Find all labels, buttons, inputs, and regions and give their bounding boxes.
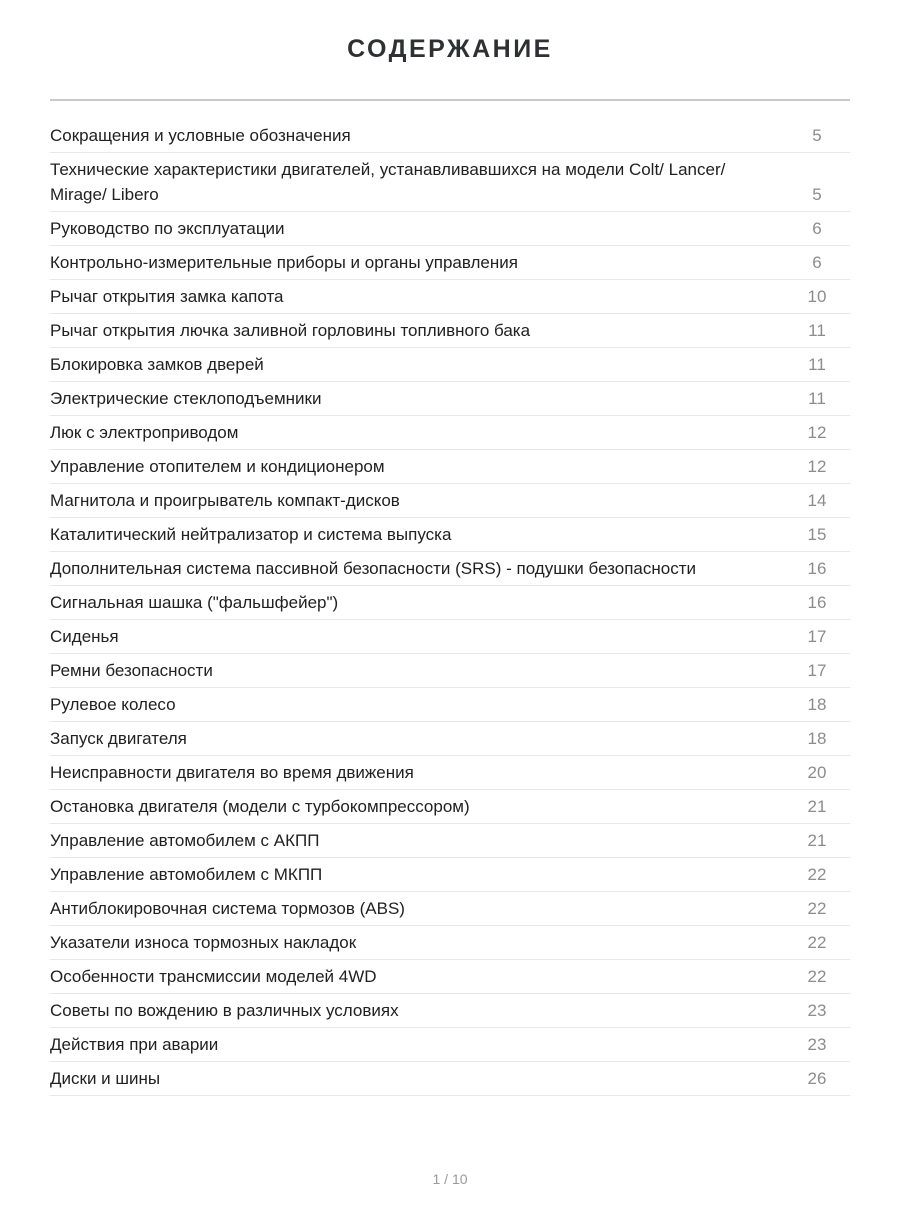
toc-entry-page: 11 [808, 355, 826, 374]
toc-entry[interactable] [50, 552, 850, 586]
toc-entry-title: Антиблокировочная система тормозов (ABS) [50, 899, 405, 918]
toc-entry[interactable] [50, 119, 850, 153]
toc-entry-page: 14 [807, 491, 827, 510]
toc-entry[interactable] [50, 246, 850, 280]
toc-entry-title: Управление отопителем и кондиционером [50, 457, 385, 476]
toc-entry-page: 21 [807, 831, 827, 850]
toc-entry-title: Люк с электроприводом [50, 423, 239, 442]
toc-entry[interactable] [50, 416, 850, 450]
toc-entry-page: 10 [807, 287, 827, 306]
toc-entry-title: Действия при аварии [50, 1035, 219, 1054]
toc-entry-page: 11 [808, 321, 826, 340]
toc-entry-page: 6 [812, 219, 822, 238]
toc-entry-title: Советы по вождению в различных условиях [50, 1001, 399, 1020]
toc-entry[interactable] [50, 790, 850, 824]
toc-entry[interactable] [50, 620, 850, 654]
toc-entry-title: Сиденья [50, 627, 119, 646]
toc-entry-title: Управление автомобилем с АКПП [50, 831, 320, 850]
toc-entry-page: 21 [807, 797, 827, 816]
toc-entry-title: Электрические стеклоподъемники [50, 389, 322, 408]
toc-entry[interactable] [50, 892, 850, 926]
toc-entry-page: 22 [807, 933, 827, 952]
toc-entry-title: Рулевое колесо [50, 695, 176, 714]
toc-entry-title: Блокировка замков дверей [50, 355, 264, 374]
toc-entry[interactable] [50, 212, 850, 246]
toc-entry-title: Неисправности двигателя во время движения [50, 763, 414, 782]
toc-entry-page: 5 [812, 126, 822, 145]
toc-entry-page: 16 [807, 559, 827, 578]
toc-entry-title: Рычаг открытия замка капота [50, 287, 284, 306]
toc-entry[interactable] [50, 382, 850, 416]
toc-entry[interactable] [50, 518, 850, 552]
toc-entry-title: Сигнальная шашка ("фальшфейер") [50, 593, 339, 612]
toc-entry-title: Технические характеристики двигателей, устанавливавшихся на модели Colt/ Lancer/ Mirage/ Libero [50, 160, 726, 204]
toc-entry[interactable] [50, 688, 850, 722]
toc-entry-title: Магнитола и проигрыватель компакт-дисков [50, 491, 400, 510]
toc-entry[interactable] [50, 484, 850, 518]
toc-entry-title: Рычаг открытия лючка заливной горловины топливного бака [50, 321, 531, 340]
toc-entry-page: 12 [807, 457, 827, 476]
toc-entry-title: Дополнительная система пассивной безопасности (SRS) - подушки безопасности [50, 559, 696, 578]
toc-entry[interactable] [50, 926, 850, 960]
toc-entry-title: Особенности трансмиссии моделей 4WD [50, 967, 377, 986]
toc-entry-page: 22 [807, 865, 827, 884]
toc-entry[interactable] [50, 654, 850, 688]
toc-entry-title: Сокращения и условные обозначения [50, 126, 351, 145]
toc-entry-title: Контрольно-измерительные приборы и органы управления [50, 253, 518, 272]
toc-list [50, 119, 850, 1096]
toc-entry[interactable] [50, 858, 850, 892]
toc-entry-page: 17 [807, 627, 827, 646]
toc-entry[interactable] [50, 348, 850, 382]
toc-entry[interactable] [50, 153, 850, 212]
toc-entry[interactable] [50, 756, 850, 790]
toc-entry-title: Остановка двигателя (модели с турбокомпрессором) [50, 797, 470, 816]
toc-entry-title: Каталитический нейтрализатор и система выпуска [50, 525, 452, 544]
toc-entry-page: 16 [807, 593, 827, 612]
toc-entry-page: 17 [807, 661, 827, 680]
page-indicator: 1 / 10 [432, 1171, 468, 1187]
toc-entry-title: Диски и шины [50, 1069, 161, 1088]
toc-entry[interactable] [50, 1028, 850, 1062]
toc-entry-title: Указатели износа тормозных накладок [50, 933, 357, 952]
toc-entry[interactable] [50, 960, 850, 994]
toc-entry-page: 22 [807, 899, 827, 918]
toc-entry[interactable] [50, 1062, 850, 1096]
toc-entry-page: 26 [807, 1069, 827, 1088]
toc-entry-page: 6 [812, 253, 822, 272]
toc-entry-page: 18 [807, 695, 827, 714]
toc-entry-title: Управление автомобилем с МКПП [50, 865, 323, 884]
toc-entry-page: 12 [807, 423, 827, 442]
toc-entry[interactable] [50, 824, 850, 858]
toc-entry[interactable] [50, 722, 850, 756]
page-title: СОДЕРЖАНИЕ [347, 35, 553, 63]
toc-entry[interactable] [50, 586, 850, 620]
toc-entry-page: 11 [808, 389, 826, 408]
toc-entry-page: 18 [807, 729, 827, 748]
toc-entry-title: Запуск двигателя [50, 729, 187, 748]
toc-entry-page: 23 [807, 1001, 827, 1020]
toc-entry-title: Ремни безопасности [50, 661, 213, 680]
toc-entry-page: 23 [807, 1035, 827, 1054]
title-divider [50, 99, 850, 101]
toc-entry[interactable] [50, 314, 850, 348]
toc-entry-title: Руководство по эксплуатации [50, 219, 285, 238]
toc-entry-page: 5 [812, 185, 822, 204]
toc-entry-page: 15 [807, 525, 827, 544]
toc-entry-page: 22 [807, 967, 827, 986]
toc-entry[interactable] [50, 280, 850, 314]
toc-entry[interactable] [50, 994, 850, 1028]
toc-entry-page: 20 [807, 763, 827, 782]
toc-entry[interactable] [50, 450, 850, 484]
